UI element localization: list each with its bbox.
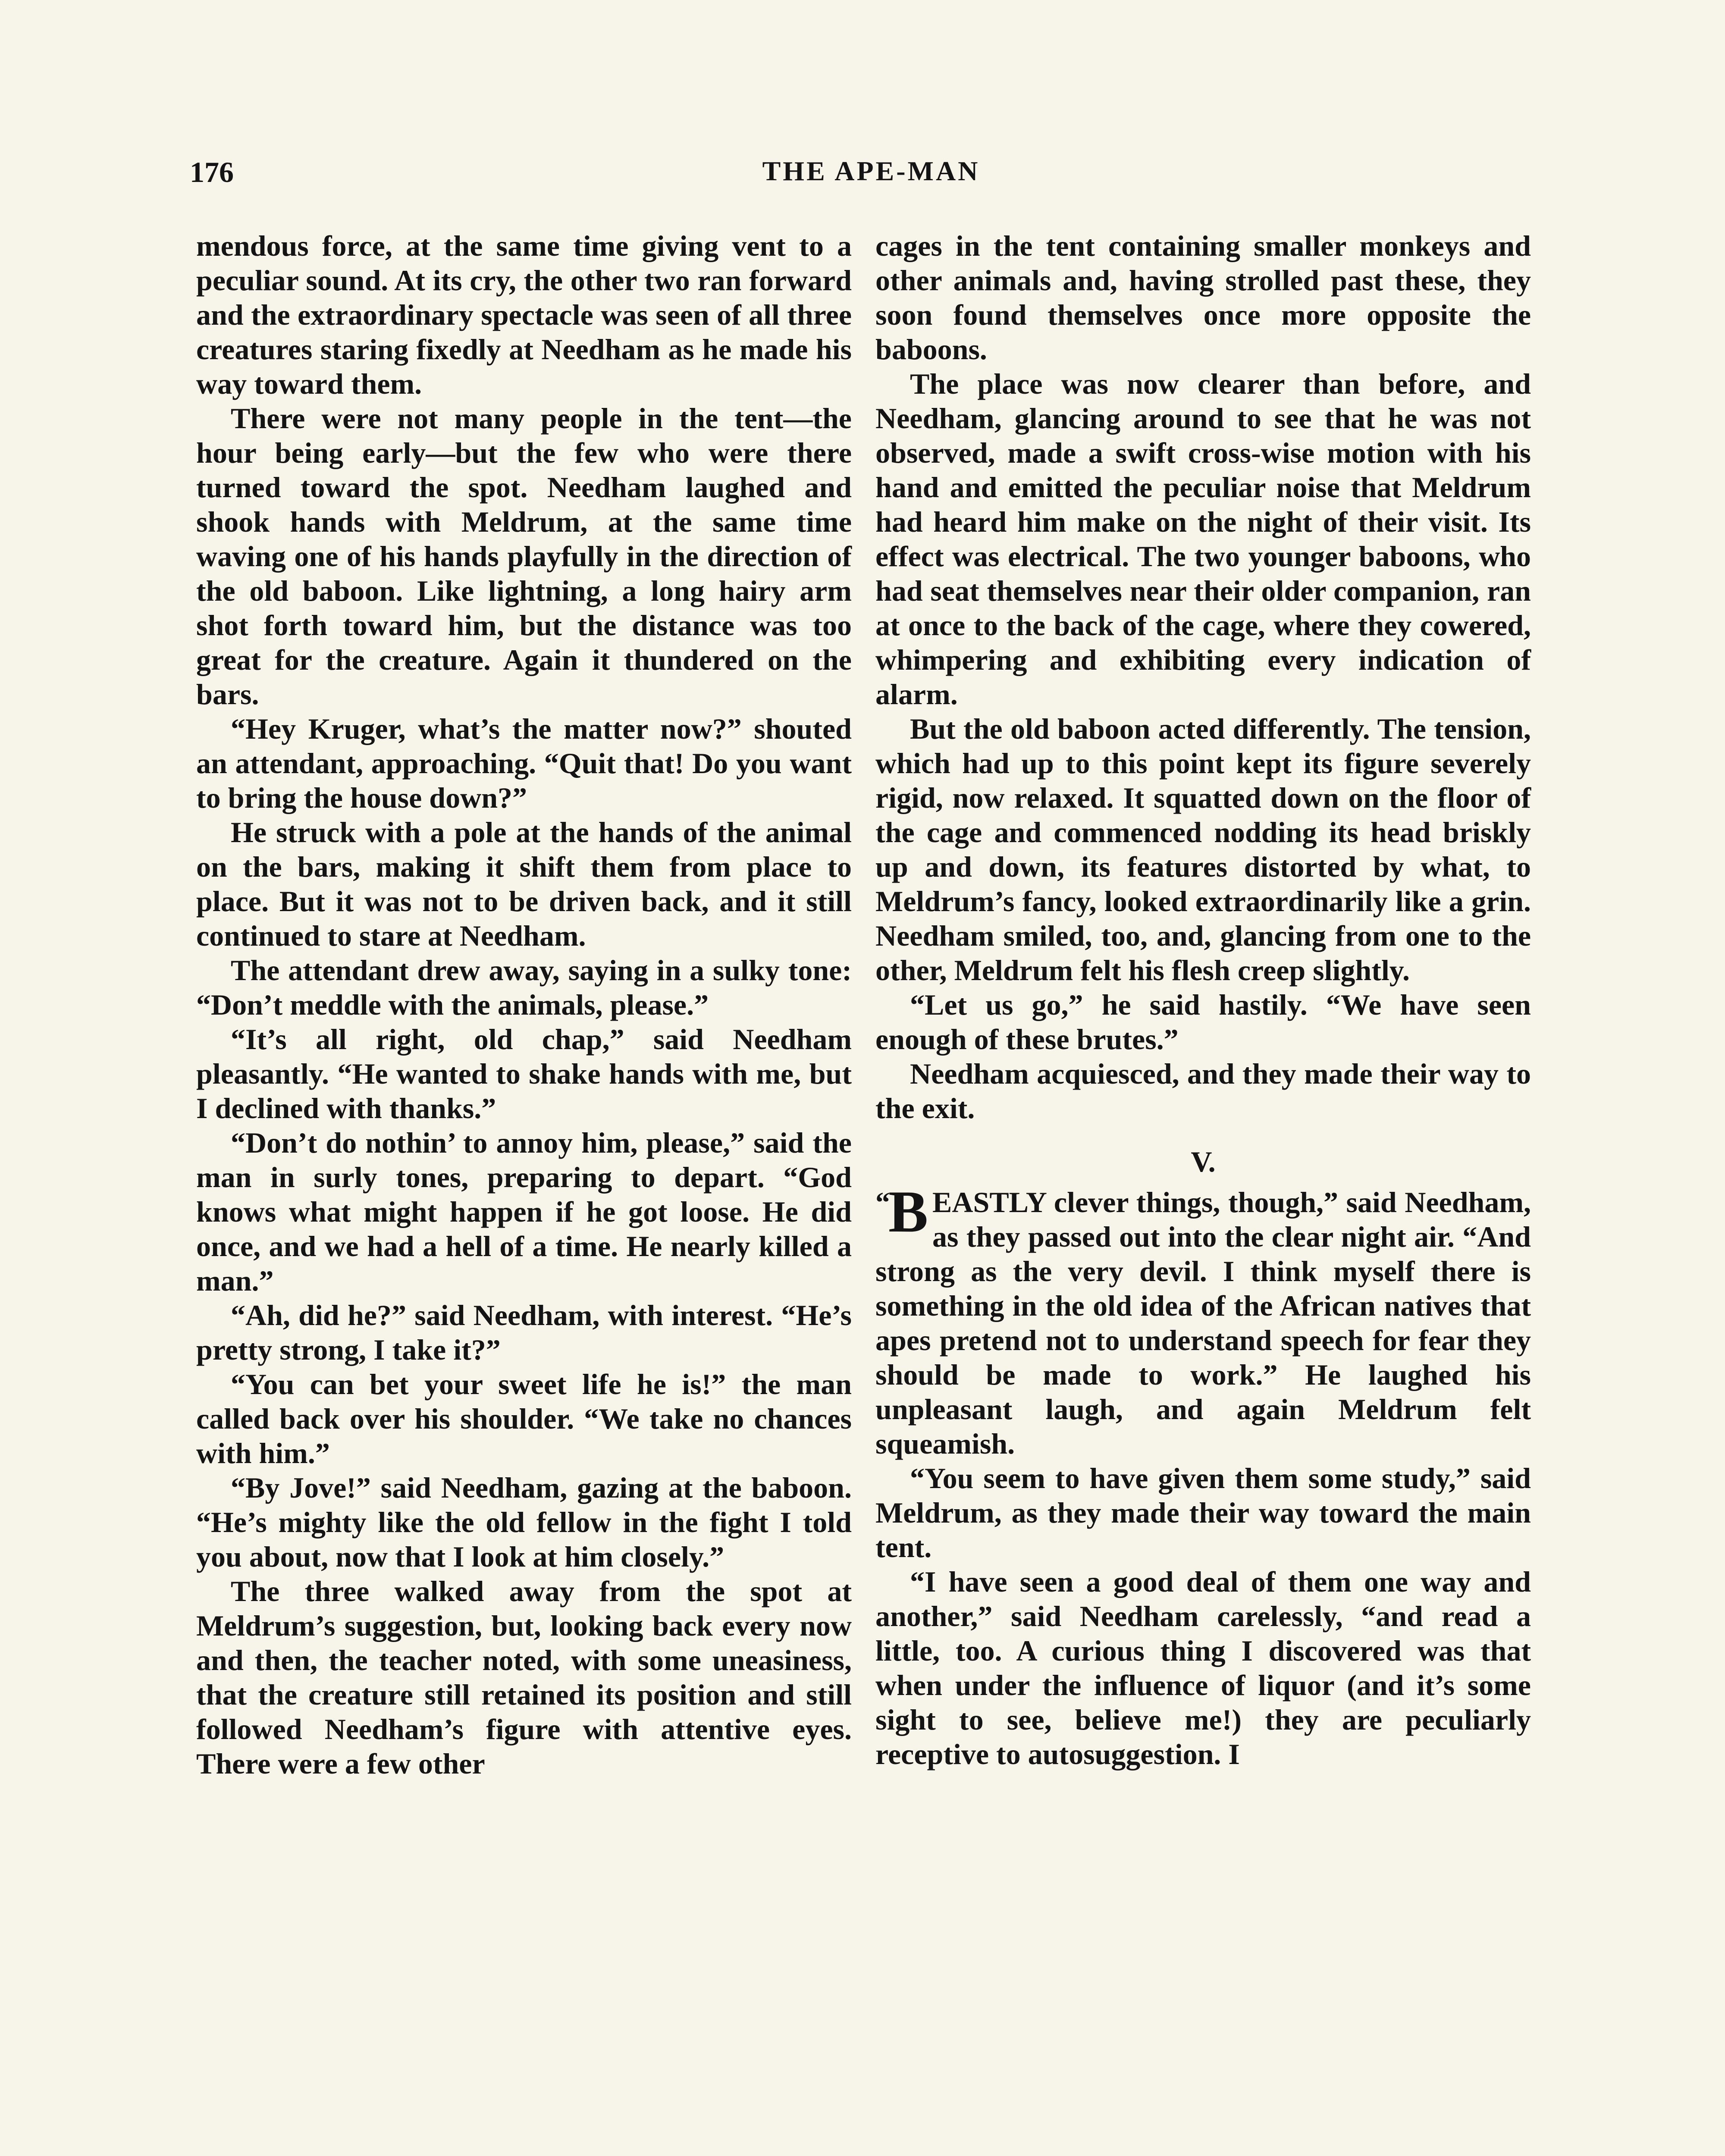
running-title: THE APE-MAN (762, 156, 980, 186)
section-opening-paragraph (875, 1178, 1531, 1461)
right-column (875, 229, 1531, 1771)
section-opening-text: EASTLY clever things, though,” said Needham, as they passed out into the clear night air. “And strong as the very devil. I think myself there is something in the old idea of the African natives that apes pretend not to understand speech for fear they should be made to work.” He laughed his unpleasant laugh, and again Meldrum felt squeamish. (875, 1186, 1531, 1460)
paragraph: “Ah, did he?” said Needham, with interest. “He’s pretty strong, I take it?” (196, 1299, 852, 1366)
paragraph: “You can bet your sweet life he is!” the man called back over his shoulder. “We take no chances with him.” (196, 1368, 852, 1470)
paragraph: The three walked away from the spot at Meldrum’s suggestion, but, looking back every now and then, the teacher noted, with some uneasiness, that the creature still retained its position and still followed Needham’s figure with attentive eyes. There were a few other (196, 1575, 852, 1780)
paragraph: “You seem to have given them some study,” said Meldrum, as they made their way toward the main tent. (875, 1462, 1531, 1564)
drop-cap: B (888, 1178, 928, 1244)
paragraph: He struck with a pole at the hands of the animal on the bars, making it shift them from place to place. But it was not to be driven back, and it still continued to stare at Needham. (196, 816, 852, 952)
paragraph: “It’s all right, old chap,” said Needham pleasantly. “He wanted to shake hands with me, but I declined with thanks.” (196, 1023, 852, 1125)
section-number: V. (1191, 1145, 1216, 1178)
paragraph: “By Jove!” said Needham, gazing at the baboon. “He’s mighty like the old fellow in the fight I told you about, now that I look at him closely.” (196, 1471, 852, 1573)
paragraph: There were not many people in the tent—the hour being early—but the few who were there turned toward the spot. Needham laughed and shook hands with Meldrum, at the same time waving one of his hands playfully in the direction of the old baboon. Like lightning, a long hairy arm shot forth toward him, but the distance was too great for the creature. Again it thundered on the bars. (196, 402, 852, 711)
paragraph: The attendant drew away, saying in a sulky tone: “Don’t meddle with the animals, please.” (196, 954, 852, 1021)
paragraph: “Don’t do nothin’ to annoy him, please,” said the man in surly tones, preparing to depart. “God knows what might happen if he got loose. He did once, and we had a hell of a time. He nearly killed a man.” (196, 1126, 852, 1297)
paragraph: The place was now clearer than before, and Needham, glancing around to see that he was not observed, made a swift cross-wise motion with his hand and emitted the peculiar noise that Meldrum had heard him make on the night of their visit. Its effect was electrical. The two younger baboons, who had seat themselves near their older companion, ran at once to the back of the cage, where they cowered, whimpering and exhibiting every indication of alarm. (875, 367, 1531, 711)
paragraph: cages in the tent containing smaller monkeys and other animals and, having strolled past these, they soon found themselves once more opposite the baboons. (875, 229, 1531, 366)
page-header (190, 155, 1552, 203)
paragraph: “Hey Kruger, what’s the matter now?” shouted an attendant, approaching. “Quit that! Do you want to bring the house down?” (196, 712, 852, 814)
page-number: 176 (190, 156, 234, 188)
paragraph: “I have seen a good deal of them one way and another,” said Needham carelessly, “and read a little, too. A curious thing I discovered was that when under the influence of liquor (and it’s some sight to see, believe me!) they are peculiarly receptive to autosuggestion. I (875, 1565, 1531, 1771)
opening-quote-mark: “ (875, 1186, 890, 1219)
paragraph: “Let us go,” he said hastily. “We have seen enough of these brutes.” (875, 988, 1531, 1056)
paragraph: But the old baboon acted differently. The tension, which had up to this point kept its figure severely rigid, now relaxed. It squatted down on the floor of the cage and commenced nodding its head briskly up and down, its features distorted by what, to Meldrum’s fancy, looked extraordinarily like a grin. Needham smiled, too, and, glancing from one to the other, Meldrum felt his flesh creep slightly. (875, 712, 1531, 987)
paragraph: mendous force, at the same time giving vent to a peculiar sound. At its cry, the other two ran forward and the extraordinary spectacle was seen of all three creatures staring fixedly at Needham as he made his way toward them. (196, 229, 852, 400)
paragraph: Needham acquiesced, and they made their way to the exit. (875, 1057, 1531, 1125)
left-column (196, 229, 852, 1781)
